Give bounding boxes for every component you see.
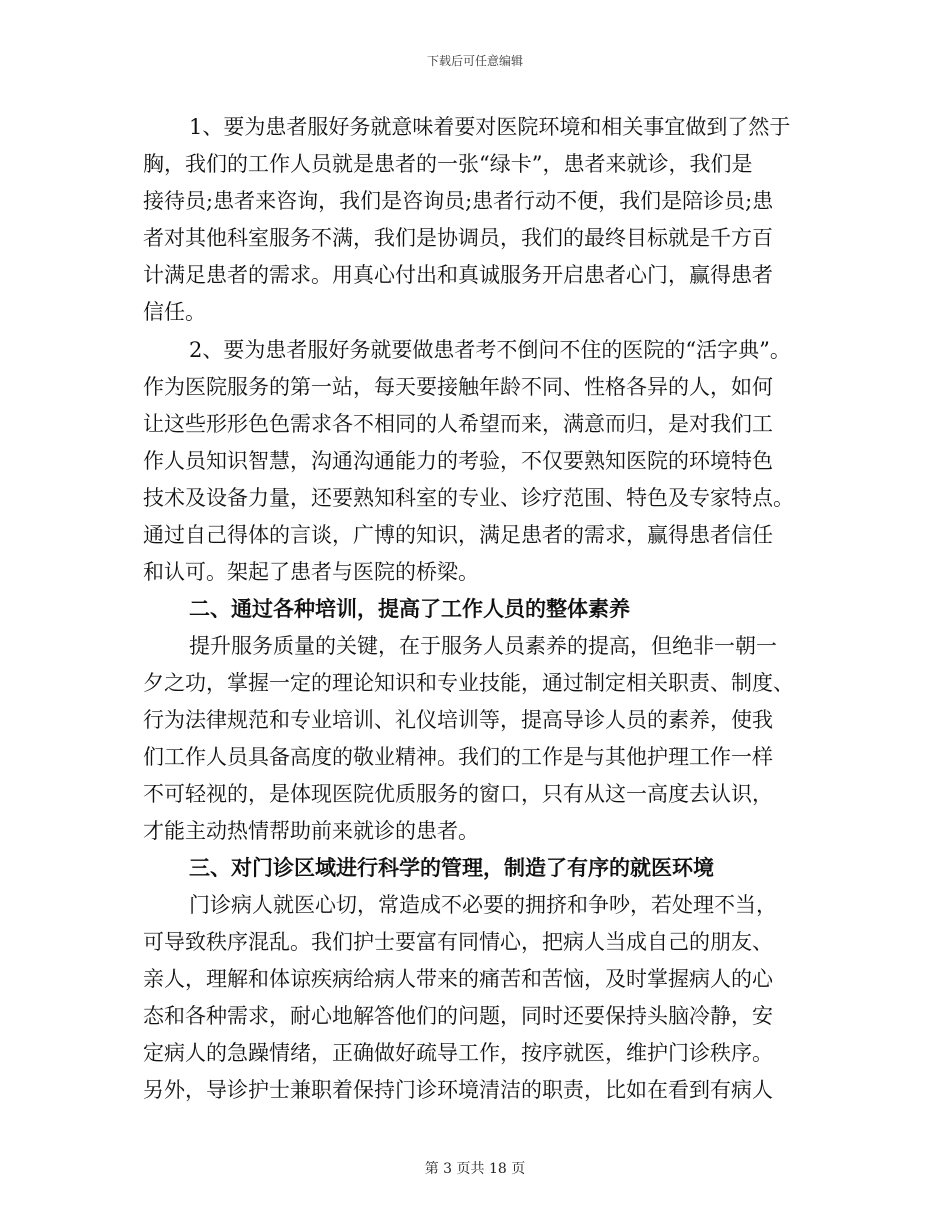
paragraph-line: 计满足患者的需求。用真心付出和真诚服务开启患者心门，赢得患者 [143, 263, 773, 287]
paragraph-line: 们工作人员具备高度的敬业精神。我们的工作是与其他护理工作一样 [143, 745, 773, 769]
section-heading: 二、通过各种培训，提高了工作人员的整体素养 [189, 596, 630, 621]
paragraph-line: 另外，导诊护士兼职着保持门诊环境清洁的职责，比如在看到有病人 [143, 1078, 773, 1102]
section-heading: 三、对门诊区域进行科学的管理，制造了有序的就医环境 [189, 855, 714, 880]
paragraph-line: 才能主动热情帮助前来就诊的患者。 [143, 819, 479, 843]
paragraph-line: 作为医院服务的第一站，每天要接触年龄不同、性格各异的人，如何 [143, 375, 773, 399]
paragraph-line: 让这些形形色色需求各不相同的人希望而来，满意而归，是对我们工 [143, 412, 773, 436]
paragraph-line: 提升服务质量的关键，在于服务人员素养的提高，但绝非一朝一 [189, 634, 777, 658]
paragraph-line: 夕之功，掌握一定的理论知识和专业技能，通过制定相关职责、制度、 [143, 671, 794, 695]
paragraph-line: 不可轻视的，是体现医院优质服务的窗口，只有从这一高度去认识， [143, 782, 773, 806]
paragraph-line: 定病人的急躁情绪，正确做好疏导工作，按序就医，维护门诊秩序。 [143, 1041, 773, 1065]
paragraph-line: 和认可。架起了患者与医院的桥梁。 [143, 560, 479, 584]
paragraph-line: 者对其他科室服务不满，我们是协调员，我们的最终目标就是千方百 [143, 226, 773, 250]
paragraph-line: 可导致秩序混乱。我们护士要富有同情心，把病人当成自己的朋友、 [143, 930, 773, 954]
paragraph-line: 亲人，理解和体谅疾病给病人带来的痛苦和苦恼，及时掌握病人的心 [143, 967, 773, 991]
paragraph-line: 信任。 [143, 300, 206, 324]
paragraph-line: 行为法律规范和专业培训、礼仪培训等，提高导诊人员的素养，使我 [143, 708, 773, 732]
paragraph-line: 技术及设备力量，还要熟知科室的专业、诊疗范围、特色及专家特点。 [143, 486, 794, 510]
paragraph-line: 态和各种需求，耐心地解答他们的问题，同时还要保持头脑冷静，安 [143, 1004, 773, 1028]
paragraph-line: 1、要为患者服好务就意味着要对医院环境和相关事宜做到了然于 [189, 115, 791, 139]
paragraph-line: 2、要为患者服好务就要做患者考不倒问不住的医院的“活字典”。 [189, 338, 791, 362]
page-footer: 第 3 页共 18 页 [424, 1161, 526, 1177]
paragraph-line: 胸，我们的工作人员就是患者的一张“绿卡”，患者来就诊，我们是 [143, 152, 753, 176]
paragraph-line: 门诊病人就医心切，常造成不必要的拥挤和争吵，若处理不当， [189, 893, 777, 917]
paragraph-line: 作人员知识智慧，沟通沟通能力的考验，不仅要熟知医院的环境特色 [143, 449, 773, 473]
paragraph-line: 通过自己得体的言谈，广博的知识，满足患者的需求，赢得患者信任 [143, 523, 773, 547]
page-header: 下载后可任意编辑 [426, 54, 523, 68]
paragraph-line: 接待员;患者来咨询，我们是咨询员;患者行动不便，我们是陪诊员;患 [143, 189, 774, 213]
